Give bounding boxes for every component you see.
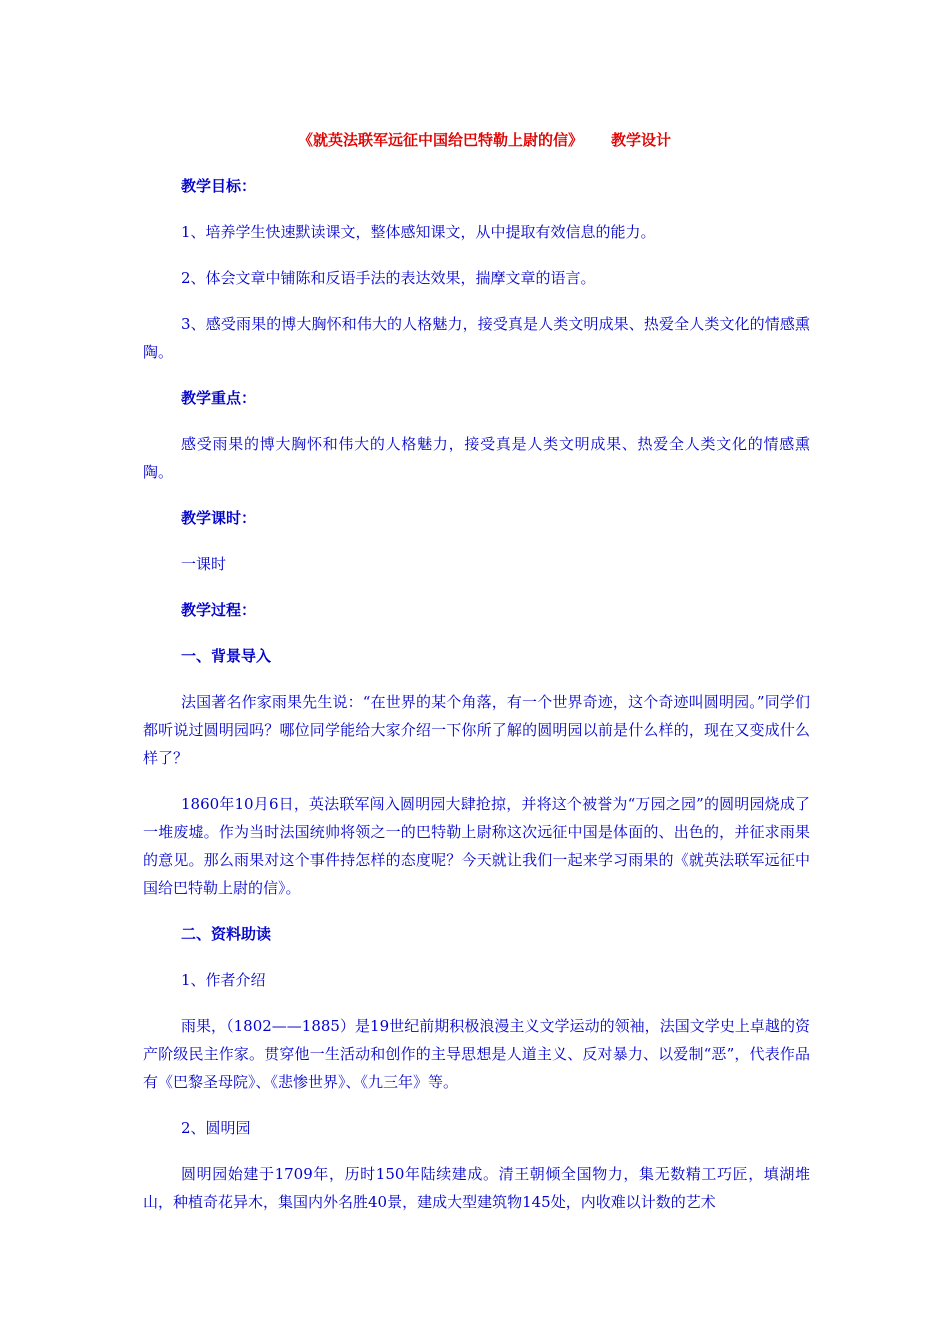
author-intro-text: 雨果，（1802——1885）是19世纪前期积极浪漫主义文学运动的领袖，法国文学史上卓越的资产阶级民主作家。贯穿他一生活动和创作的主导思想是人道主义、反对暴力、以爱制“恶”，代表作品有《巴黎圣母院》、《悲惨世界》、《九三年》等。 bbox=[143, 1017, 810, 1091]
heading-background: 一、背景导入 bbox=[181, 647, 272, 665]
objective-2: 2、体会文章中铺陈和反语手法的表达效果，揣摩文章的语言。 bbox=[181, 269, 596, 287]
background-para-2: 1860年10月6日，英法联军闯入圆明园大肆抢掠，并将这个被誉为“万园之园”的圆明园烧成了一堆废墟。作为当时法国统帅将领之一的巴特勒上尉称这次远征中国是体面的、出色的，并征求雨果的意见。那么雨果对这个事件持怎样的态度呢？今天就让我们一起来学习雨果的《就英法联军远征中国给巴特勒上尉的信》。 bbox=[143, 795, 810, 897]
class-hours-text: 一课时 bbox=[181, 555, 227, 573]
title-sub: 教学设计 bbox=[611, 131, 672, 149]
heading-materials: 二、资料助读 bbox=[181, 925, 272, 943]
yuanmingyuan-label: 2、圆明园 bbox=[181, 1119, 251, 1137]
heading-objectives: 教学目标： bbox=[181, 177, 257, 195]
document-body bbox=[143, 126, 810, 1234]
yuanmingyuan-text: 圆明园始建于1709年，历时150年陆续建成。清王朝倾全国物力，集无数精工巧匠，填湖堆山，种植奇花异木，集国内外名胜40景，建成大型建筑物145处，内收难以计数的艺术 bbox=[143, 1165, 810, 1211]
heading-class-hours: 教学课时： bbox=[181, 509, 257, 527]
background-para-1: 法国著名作家雨果先生说：“在世界的某个角落，有一个世界奇迹，这个奇迹叫圆明园。”同学们都听说过圆明园吗？哪位同学能给大家介绍一下你所了解的圆明园以前是什么样的，现在又变成什么样了？ bbox=[143, 693, 810, 767]
heading-key-points: 教学重点： bbox=[181, 389, 257, 407]
title-main: 《就英法联军远征中国给巴特勒上尉的信》 bbox=[297, 131, 583, 149]
document-title bbox=[143, 126, 810, 154]
objective-1: 1、培养学生快速默读课文，整体感知课文，从中提取有效信息的能力。 bbox=[181, 223, 656, 241]
heading-process: 教学过程： bbox=[181, 601, 257, 619]
objective-3: 3、感受雨果的博大胸怀和伟大的人格魅力，接受真是人类文明成果、热爱全人类文化的情感熏陶。 bbox=[143, 315, 810, 361]
author-intro-label: 1、作者介绍 bbox=[181, 971, 266, 989]
key-point-text: 感受雨果的博大胸怀和伟大的人格魅力，接受真是人类文明成果、热爱全人类文化的情感熏陶。 bbox=[143, 435, 810, 481]
